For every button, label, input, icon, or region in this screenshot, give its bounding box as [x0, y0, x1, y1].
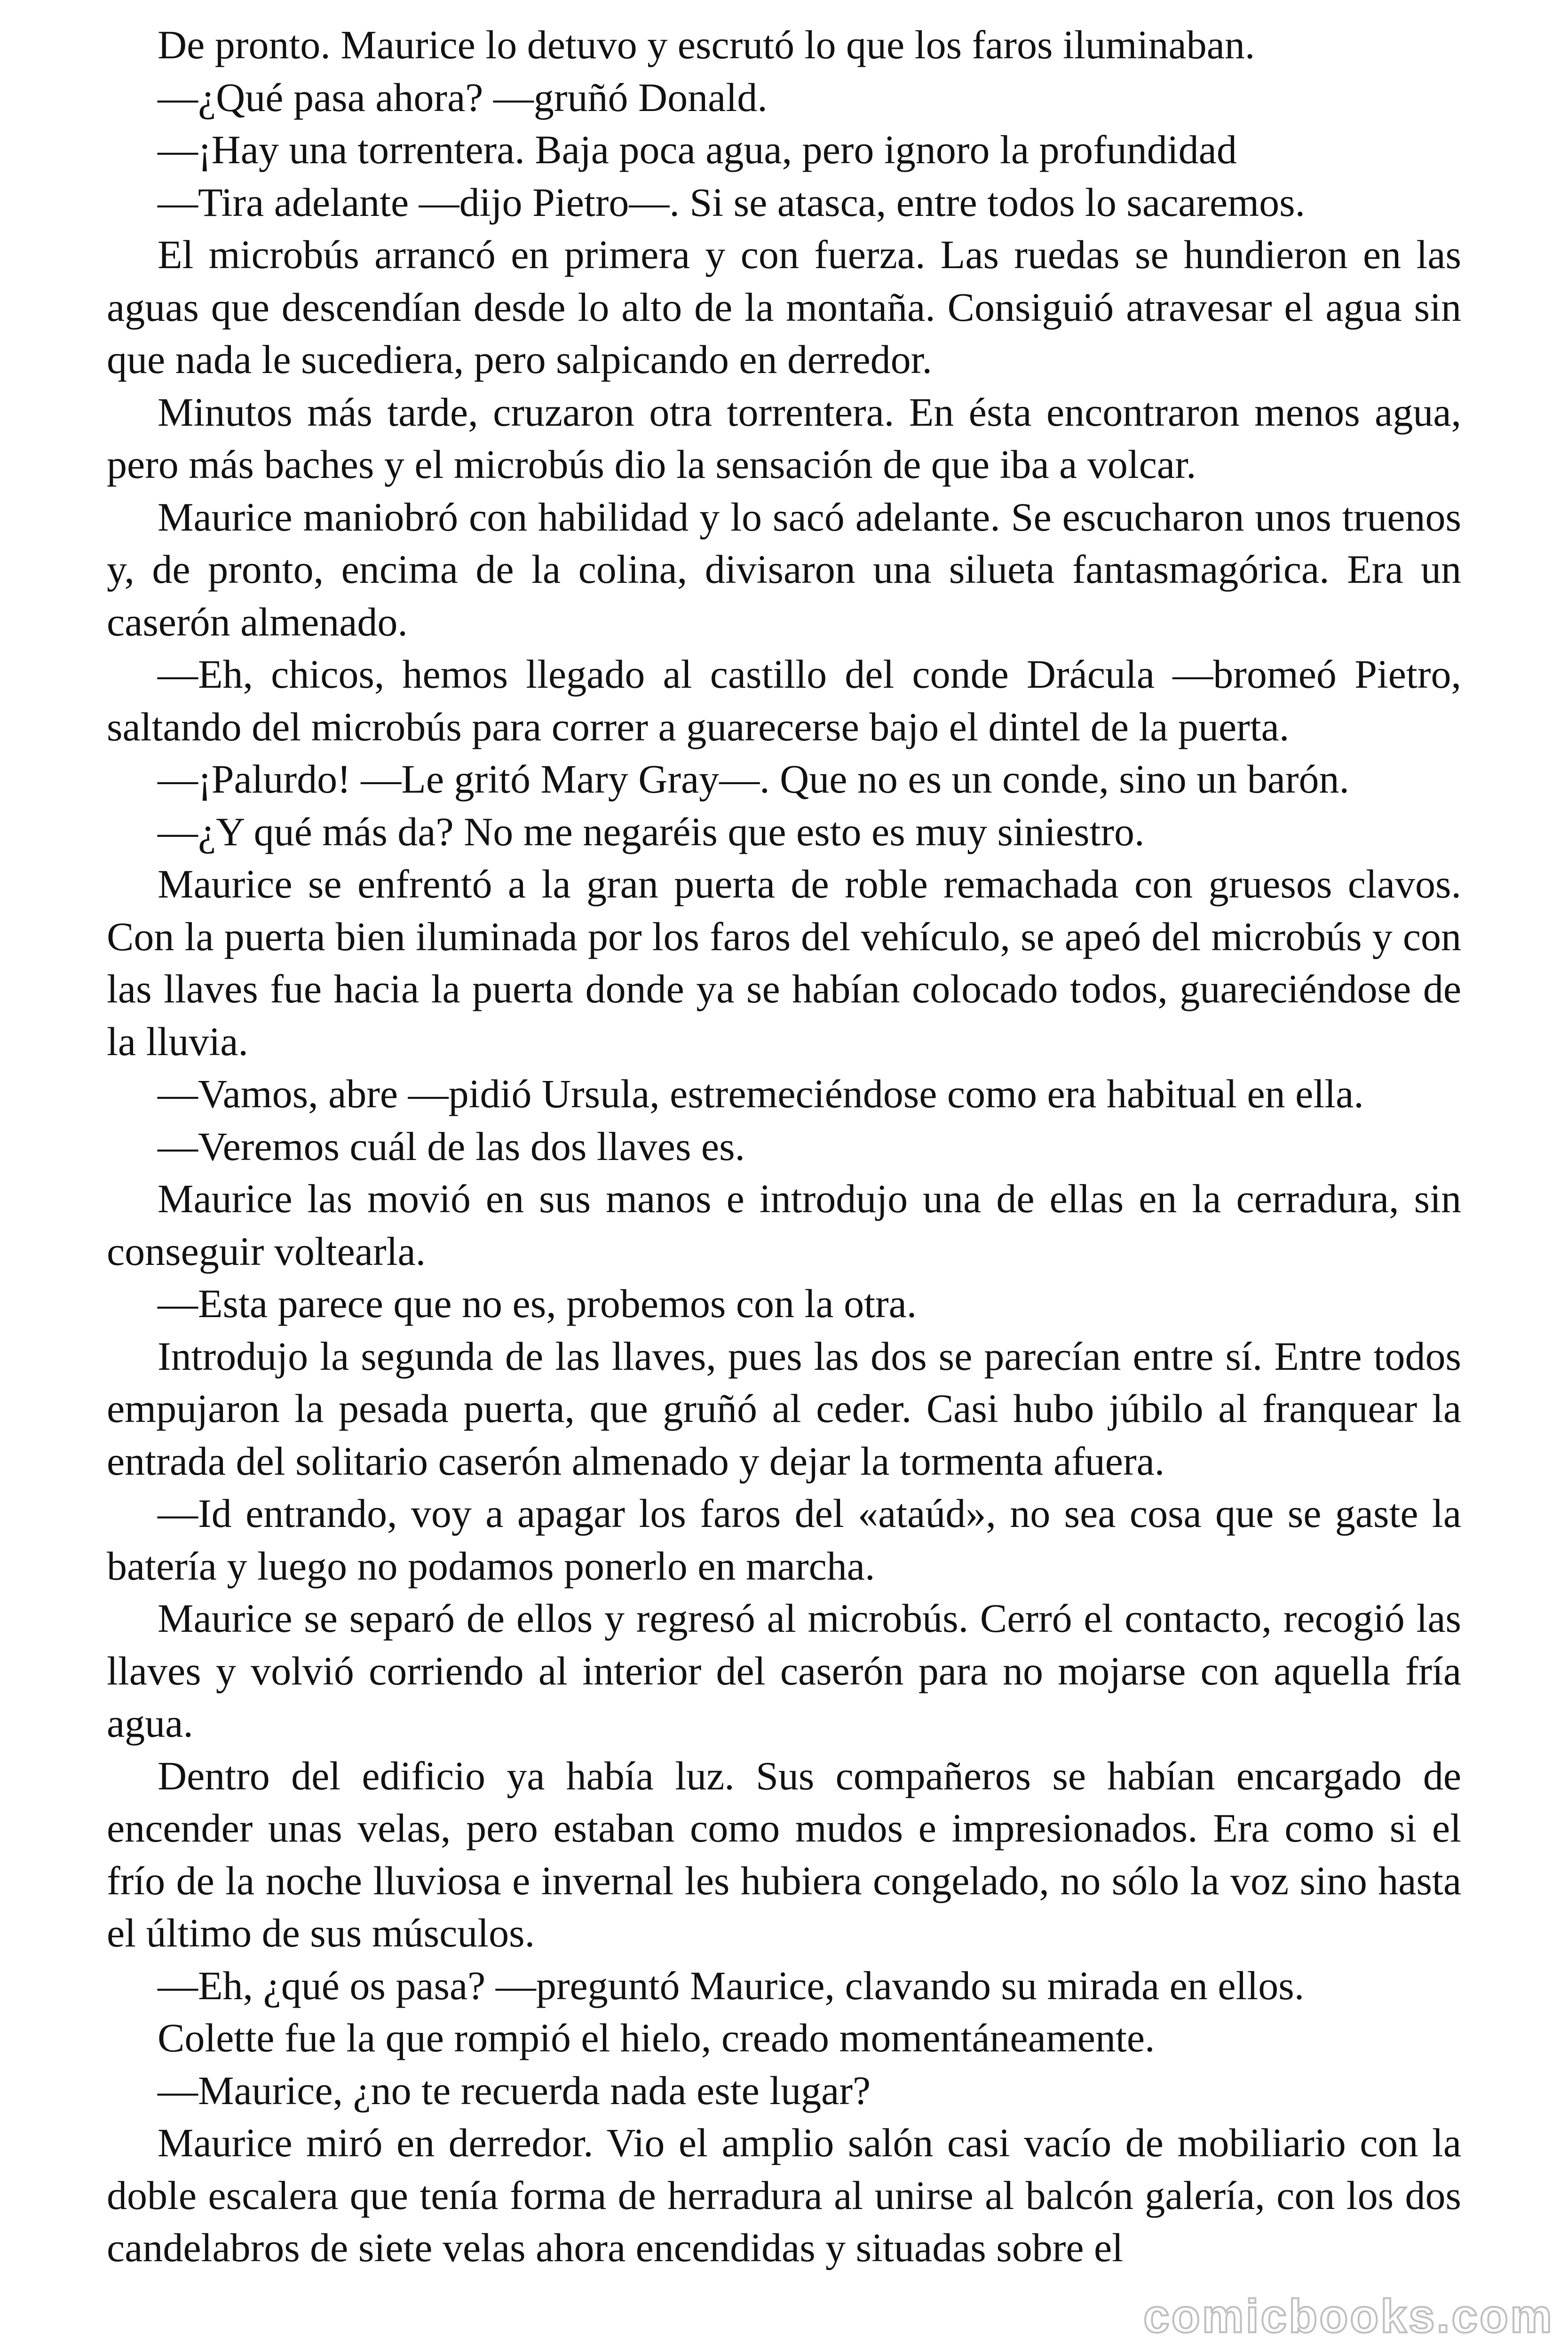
paragraph: —Id entrando, voy a apagar los faros del «ataúd», no sea cosa que se gaste la batería y luego no podamos ponerlo en marcha. — [107, 1491, 1461, 1589]
paragraph: Maurice las movió en sus manos e introdujo una de ellas en la cerradura, sin conseguir voltearla. — [107, 1176, 1461, 1274]
paragraph: Minutos más tarde, cruzaron otra torrentera. En ésta encontraron menos agua, pero más baches y el microbús dio la sensación de que iba a volcar. — [107, 389, 1461, 487]
paragraph: —Eh, chicos, hemos llegado al castillo del conde Drácula —bromeó Pietro, saltando del microbús para correr a guarecerse bajo el dintel de la puerta. — [107, 652, 1461, 749]
paragraph: —Vamos, abre —pidió Ursula, estremeciéndose como era habitual en ella. — [158, 1071, 1364, 1116]
watermark: comicbooks.com — [1143, 2290, 1554, 2343]
paragraph: —¿Qué pasa ahora? —gruñó Donald. — [158, 74, 768, 120]
paragraph: El microbús arrancó en primera y con fuerza. Las ruedas se hundieron en las aguas que descendían desde lo alto de la montaña. Consiguió atravesar el agua sin que nada le sucediera, pero salpicando en derredor. — [107, 232, 1461, 382]
paragraph: —Esta parece que no es, probemos con la otra. — [158, 1281, 917, 1326]
paragraph: Maurice miró en derredor. Vio el amplio salón casi vacío de mobiliario con la doble escalera que tenía forma de herradura al unirse al balcón galería, con los dos candelabros de siete velas ahora encendidas y situadas sobre el — [107, 2120, 1461, 2270]
paragraph: —Veremos cuál de las dos llaves es. — [158, 1123, 745, 1169]
paragraph: Maurice maniobró con habilidad y lo sacó adelante. Se escucharon unos truenos y, de pronto, encima de la colina, divisaron una silueta fantasmagórica. Era un caserón almenado. — [107, 494, 1461, 644]
paragraph: Introdujo la segunda de las llaves, pues las dos se parecían entre sí. Entre todos empujaron la pesada puerta, que gruñó al ceder. Casi hubo júbilo al franquear la entrada del solitario caserón almenado y dejar la tormenta afuera. — [107, 1333, 1461, 1484]
paragraph: —¿Y qué más da? No me negaréis que esto es muy siniestro. — [158, 809, 1145, 854]
paragraph: De pronto. Maurice lo detuvo y escrutó lo que los faros iluminaban. — [158, 22, 1255, 67]
paragraph: —¡Palurdo! —Le gritó Mary Gray—. Que no es un conde, sino un barón. — [158, 756, 1350, 802]
paragraph: Maurice se enfrentó a la gran puerta de roble remachada con gruesos clavos. Con la puerta bien iluminada por los faros del vehículo, se apeó del microbús y con las llaves fue hacia la puerta donde ya se habían colocado todos, guareciéndose de la lluvia. — [107, 861, 1461, 1064]
paragraph: —¡Hay una torrentera. Baja poca agua, pero ignoro la profundidad — [158, 127, 1237, 172]
paragraph: —Tira adelante —dijo Pietro—. Si se atasca, entre todos lo sacaremos. — [158, 179, 1306, 225]
paragraph: Colette fue la que rompió el hielo, creado momentáneamente. — [158, 2015, 1155, 2060]
paragraph: Dentro del edificio ya había luz. Sus compañeros se habían encargado de encender unas velas, pero estaban como mudos e impresionados. Era como si el frío de la noche lluviosa e invernal les hubiera congelado, no sólo la voz sino hasta el último de sus músculos. — [107, 1753, 1461, 1955]
paragraph: Maurice se separó de ellos y regresó al microbús. Cerró el contacto, recogió las llaves y volvió corriendo al interior del caserón para no mojarse con aquella fría agua. — [107, 1596, 1461, 1746]
paragraph: —Maurice, ¿no te recuerda nada este lugar? — [158, 2067, 871, 2113]
body-text — [107, 19, 1461, 2274]
paragraph: —Eh, ¿qué os pasa? —preguntó Maurice, clavando su mirada en ellos. — [158, 1963, 1305, 2008]
